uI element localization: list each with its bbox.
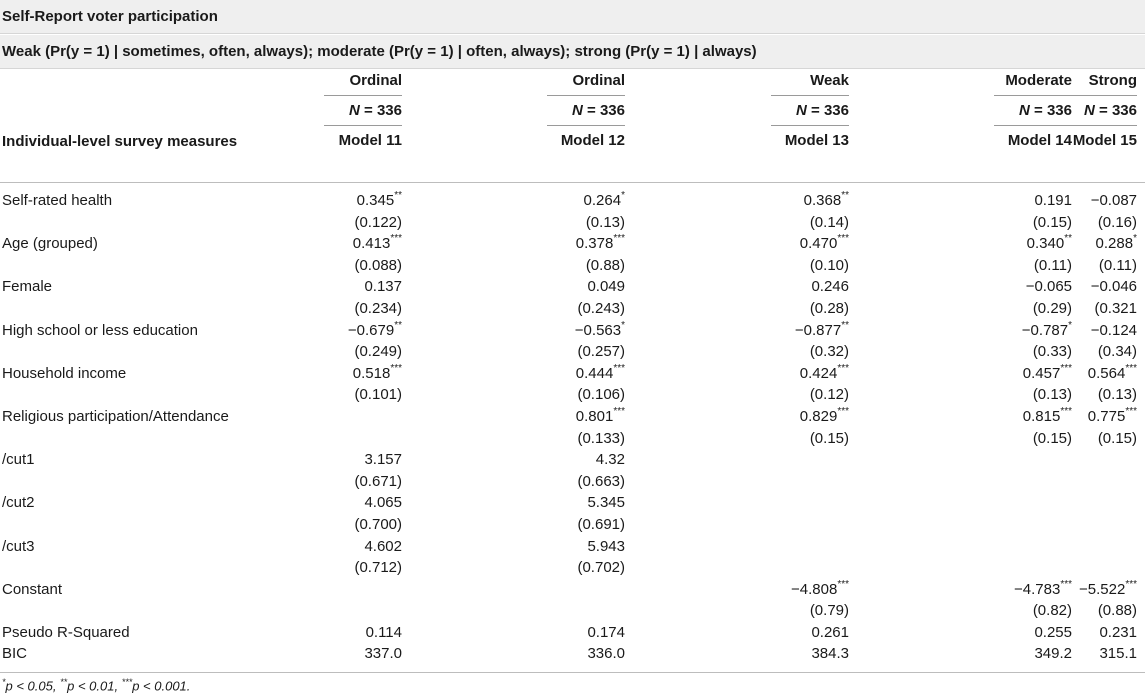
table-cell: (0.712) xyxy=(354,559,402,577)
column-n-underline xyxy=(1059,125,1137,126)
row-label: Female xyxy=(2,278,53,296)
table-cell: 0.775*** xyxy=(1087,405,1137,425)
table-row-se xyxy=(0,516,1145,538)
table-cell: (0.79) xyxy=(809,602,849,620)
table-cell: 0.424*** xyxy=(799,362,849,382)
footnote: *p < 0.05, **p < 0.01, ***p < 0.001. xyxy=(2,677,191,694)
table-row xyxy=(0,235,1145,257)
table-row xyxy=(0,192,1145,214)
table-cell: 0.815*** xyxy=(1022,405,1072,425)
column-model-label: Model 14 xyxy=(1007,132,1072,149)
table-cell: (0.702) xyxy=(577,559,625,577)
table-cell: (0.257) xyxy=(577,343,625,361)
row-label: /cut1 xyxy=(2,451,35,469)
table-cell: 5.345 xyxy=(587,494,625,512)
table-cell: 0.231 xyxy=(1099,623,1137,641)
table-cell: (0.671) xyxy=(354,472,402,490)
table-cell: (0.691) xyxy=(577,515,625,533)
column-group-underline xyxy=(324,95,402,96)
row-label: Household income xyxy=(2,364,127,382)
table-cell: 0.191 xyxy=(1034,192,1072,209)
table-cell: −0.787* xyxy=(1021,319,1072,339)
table-cell: (0.88) xyxy=(1097,602,1137,620)
column-model-label: Model 11 xyxy=(338,132,402,149)
table-cell: (0.15) xyxy=(1032,213,1072,231)
table-cell: (0.29) xyxy=(1032,299,1072,317)
table-cell: −0.679** xyxy=(347,319,402,339)
table-cell: −4.808*** xyxy=(791,578,849,598)
table-row xyxy=(0,451,1145,473)
table-cell: (0.13) xyxy=(1032,386,1072,404)
table-cell: 5.943 xyxy=(587,537,625,555)
table-cell: 0.137 xyxy=(364,278,402,296)
row-label: Pseudo R-Squared xyxy=(2,623,130,641)
table-cell: (0.700) xyxy=(354,515,402,533)
table-cell: 0.246 xyxy=(811,278,849,296)
table-cell: 0.413*** xyxy=(352,233,402,253)
table-cell: 0.368** xyxy=(803,190,849,209)
table-row xyxy=(0,494,1145,516)
table-row xyxy=(0,362,1145,387)
table-row-se xyxy=(0,386,1145,408)
table-row-se xyxy=(0,300,1145,322)
table-cell: (0.88) xyxy=(585,256,625,274)
table-cell: (0.10) xyxy=(809,256,849,274)
bottom-rule xyxy=(0,672,1145,673)
row-label: Constant xyxy=(2,580,63,598)
table-cell: (0.11) xyxy=(1098,256,1137,274)
table-cell: (0.15) xyxy=(1032,429,1072,447)
table-cell: 0.457*** xyxy=(1022,362,1072,382)
table-cell: (0.11) xyxy=(1033,256,1072,274)
row-label: /cut2 xyxy=(2,494,35,512)
table-cell: 0.261 xyxy=(811,623,849,641)
table-cell: 0.049 xyxy=(587,278,625,296)
table-row xyxy=(0,405,1145,430)
column-n-label: N = 336 xyxy=(1019,102,1072,119)
column-n-underline xyxy=(547,125,625,126)
table-title xyxy=(0,0,1145,34)
column-group-underline xyxy=(547,95,625,96)
table-cell: (0.15) xyxy=(1097,429,1137,447)
table-cell: 4.602 xyxy=(364,537,402,555)
row-label: Age (grouped) xyxy=(2,235,98,253)
table-cell: 4.065 xyxy=(364,494,402,512)
table-cell: (0.12) xyxy=(809,386,849,404)
table-row-se xyxy=(0,343,1145,365)
table-row xyxy=(0,645,1145,667)
table-cell: (0.249) xyxy=(354,343,402,361)
table-cell: 0.174 xyxy=(587,623,625,641)
table-cell: 336.0 xyxy=(587,645,625,663)
table-cell: (0.234) xyxy=(354,299,402,317)
table-row-se xyxy=(0,602,1145,624)
table-cell: 0.518*** xyxy=(352,362,402,382)
table-cell: 384.3 xyxy=(811,645,849,663)
table-cell: 0.829*** xyxy=(799,405,849,425)
table-cell: 4.32 xyxy=(595,451,625,469)
header-rule xyxy=(0,182,1145,183)
table-cell: (0.16) xyxy=(1097,213,1137,231)
table-cell: (0.106) xyxy=(577,386,625,404)
table-body xyxy=(0,192,1145,667)
column-n-label: N = 336 xyxy=(572,102,625,119)
table-cell: 337.0 xyxy=(364,645,402,663)
row-label: /cut3 xyxy=(2,537,35,555)
table-cell: −0.087 xyxy=(1090,192,1137,209)
column-group-underline xyxy=(771,95,849,96)
table-cell: (0.321 xyxy=(1094,299,1137,317)
column-group-label: Ordinal xyxy=(349,72,402,89)
table-cell: −0.563* xyxy=(574,319,625,339)
table-cell: (0.82) xyxy=(1032,602,1072,620)
table-cell: −0.046 xyxy=(1090,278,1137,296)
row-label: High school or less education xyxy=(2,321,198,339)
column-group-label: Moderate xyxy=(1005,72,1072,89)
table-subtitle xyxy=(0,35,1145,69)
table-row xyxy=(0,319,1145,344)
table-cell: (0.663) xyxy=(577,472,625,490)
table-title-text: Self-Report voter participation xyxy=(2,8,218,25)
table-cell: (0.32) xyxy=(809,343,849,361)
column-group-label: Strong xyxy=(1088,72,1137,89)
row-label: Self-rated health xyxy=(2,192,113,209)
column-n-underline xyxy=(771,125,849,126)
table-row xyxy=(0,278,1145,300)
table-cell: 349.2 xyxy=(1034,645,1072,663)
table-cell: −4.783*** xyxy=(1014,578,1072,598)
table-cell: (0.088) xyxy=(354,256,402,274)
table-row xyxy=(0,578,1145,603)
column-n-label: N = 336 xyxy=(1084,102,1137,119)
stub-header: Individual-level survey measures xyxy=(2,133,238,150)
table-row-se xyxy=(0,214,1145,236)
table-cell: (0.243) xyxy=(577,299,625,317)
table-cell: 0.444*** xyxy=(575,362,625,382)
table-cell: (0.122) xyxy=(354,213,402,231)
table-cell: (0.15) xyxy=(809,429,849,447)
table-cell: (0.14) xyxy=(809,213,849,231)
table-row-se xyxy=(0,257,1145,279)
table-cell: 0.288* xyxy=(1095,233,1137,253)
table-cell: (0.13) xyxy=(1097,386,1137,404)
column-group-label: Weak xyxy=(810,72,849,89)
table-row xyxy=(0,624,1145,646)
table-cell: (0.133) xyxy=(577,429,625,447)
table-row xyxy=(0,538,1145,560)
table-cell: (0.34) xyxy=(1097,343,1137,361)
column-group-underline xyxy=(1059,95,1137,96)
table-cell: 0.114 xyxy=(365,623,402,641)
table-row-se xyxy=(0,430,1145,452)
table-cell: −0.877** xyxy=(794,319,849,339)
column-n-underline xyxy=(324,125,402,126)
table-cell: −0.065 xyxy=(1025,278,1072,296)
table-cell: −5.522*** xyxy=(1079,578,1137,598)
table-cell: (0.28) xyxy=(809,299,849,317)
column-group-label: Ordinal xyxy=(572,72,625,89)
table-cell: 0.470*** xyxy=(799,233,849,253)
column-n-label: N = 336 xyxy=(349,102,402,119)
table-cell: (0.101) xyxy=(354,386,402,404)
table-cell: 3.157 xyxy=(364,451,402,469)
row-label: Religious participation/Attendance xyxy=(2,407,229,425)
table-cell: 0.801*** xyxy=(575,405,625,425)
table-cell: 0.340** xyxy=(1026,233,1072,253)
column-n-label: N = 336 xyxy=(796,102,849,119)
table-cell: (0.13) xyxy=(585,213,625,231)
table-cell: 315.1 xyxy=(1099,645,1137,663)
table-cell: 0.255 xyxy=(1034,623,1072,641)
table-cell: 0.345** xyxy=(356,190,402,209)
column-model-label: Model 15 xyxy=(1072,132,1137,149)
table-cell: −0.124 xyxy=(1090,321,1137,339)
column-model-label: Model 13 xyxy=(784,132,849,149)
table-cell: 0.564*** xyxy=(1087,362,1137,382)
table-subtitle-text: Weak (Pr(y = 1) | sometimes, often, always); moderate (Pr(y = 1) | often, always); strong (Pr(y = 1) | always) xyxy=(2,43,757,60)
table-cell: 0.264* xyxy=(583,190,625,209)
table-row-se xyxy=(0,559,1145,581)
table-cell: (0.33) xyxy=(1032,343,1072,361)
table-cell: 0.378*** xyxy=(575,233,625,253)
table-row-se xyxy=(0,473,1145,495)
column-model-label: Model 12 xyxy=(560,132,625,149)
row-label: BIC xyxy=(2,645,28,663)
